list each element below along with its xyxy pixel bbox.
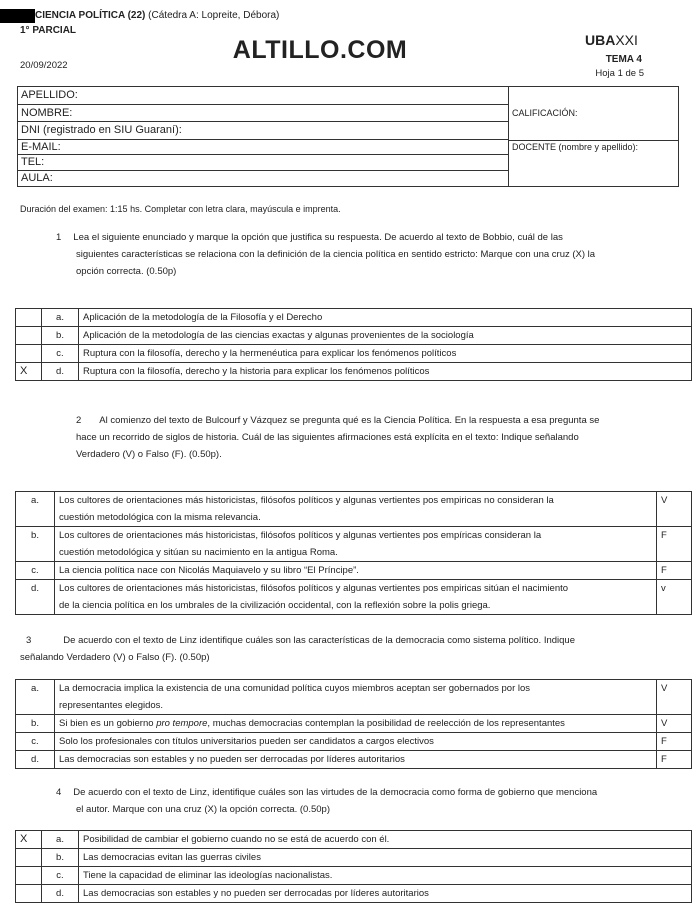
option-mark[interactable] bbox=[16, 885, 42, 903]
question-2-options bbox=[15, 491, 692, 615]
option-row[interactable]: a. Aplicación de la metodología de la Filosofía y el Derecho bbox=[16, 309, 692, 327]
question-3: 3 De acuerdo con el texto de Linz identifique cuáles son las características de la democracia como sistema político. Indique señalando Verdadero (V) o Falso (F). (0.50p) bbox=[20, 635, 575, 663]
answer-cell[interactable]: V bbox=[657, 680, 692, 715]
option-row[interactable]: c. Tiene la capacidad de eliminar las ideologías nacionalistas. bbox=[16, 867, 692, 885]
answer-cell[interactable]: V bbox=[657, 492, 692, 527]
email-field[interactable]: E-MAIL: bbox=[18, 140, 508, 155]
option-mark[interactable] bbox=[16, 309, 42, 327]
option-row: d. Las democracias son estables y no pueden ser derrocadas por líderes autoritarios F bbox=[16, 751, 692, 769]
option-row[interactable]: c. Ruptura con la filosofía, derecho y la hermenéutica para explicar los fenómenos políticos bbox=[16, 345, 692, 363]
answer-cell[interactable]: F bbox=[657, 527, 692, 562]
question-4-options bbox=[15, 830, 692, 903]
option-row[interactable]: b. Las democracias evitan las guerras civiles bbox=[16, 849, 692, 867]
redaction-bar bbox=[0, 9, 35, 23]
option-row[interactable]: d. Las democracias son estables y no pueden ser derrocadas por líderes autoritarios bbox=[16, 885, 692, 903]
student-id-box bbox=[17, 86, 679, 187]
course-title: CIENCIA POLÍTICA (22) (Cátedra A: Lopreite, Débora) bbox=[35, 10, 280, 21]
option-mark[interactable] bbox=[16, 327, 42, 345]
question-3-options bbox=[15, 679, 692, 769]
question-4: 4 De acuerdo con el texto de Linz, identifique cuáles son las virtudes de la democracia como forma de gobierno que menciona el autor. Marque con una cruz (X) la opción correcta. (0.50p) bbox=[56, 787, 598, 815]
apellido-field[interactable]: APELLIDO: bbox=[18, 87, 508, 105]
option-row[interactable]: b. Aplicación de la metodología de las ciencias exactas y algunas provenientes de la sociología bbox=[16, 327, 692, 345]
option-row: b. Los cultores de orientaciones más historicistas, filósofos políticos y algunas vertientes pos empíricas consideran la cuestión metodológica y sitúan su nacimiento en la antigua Roma. F bbox=[16, 527, 692, 562]
answer-cell[interactable]: V bbox=[657, 715, 692, 733]
dni-field[interactable]: DNI (registrado en SIU Guaraní): bbox=[18, 122, 508, 140]
option-row: c. Solo los profesionales con títulos universitarios pueden ser candidatos a cargos electivos F bbox=[16, 733, 692, 751]
option-row: d. Los cultores de orientaciones más historicistas, filósofos políticos y algunas vertientes pos empiricas sitúan el nacimiento de la ciencia política en los umbrales de la civilización occidental, con la reflexión sobre la polis griega. v bbox=[16, 580, 692, 615]
option-row: c. La ciencia política nace con Nicolás Maquiavelo y su libro “El Príncipe”. F bbox=[16, 562, 692, 580]
answer-cell[interactable]: F bbox=[657, 562, 692, 580]
option-mark[interactable] bbox=[16, 345, 42, 363]
site-logo: ALTILLO.COM bbox=[232, 36, 408, 64]
exam-duration: Duración del examen: 1:15 hs. Completar con letra clara, mayúscula e imprenta. bbox=[20, 204, 341, 214]
option-mark[interactable] bbox=[16, 867, 42, 885]
exam-date: 20/09/2022 bbox=[20, 60, 68, 71]
option-row[interactable]: X d. Ruptura con la filosofía, derecho y la historia para explicar los fenómenos políticos bbox=[16, 363, 692, 381]
option-row[interactable]: X a. Posibilidad de cambiar el gobierno cuando no se está de acuerdo con él. bbox=[16, 831, 692, 849]
option-mark[interactable]: X bbox=[16, 831, 42, 849]
answer-cell[interactable]: F bbox=[657, 751, 692, 769]
uba-logo: UBAXXI bbox=[585, 32, 638, 48]
question-1-options bbox=[15, 308, 692, 381]
option-row: a. Los cultores de orientaciones más historicistas, filósofos políticos y algunas vertientes pos empiricas no consideran la cuestión metodológica con la misma relevancia. V bbox=[16, 492, 692, 527]
page-counter: Hoja 1 de 5 bbox=[595, 68, 644, 79]
option-row: b. Si bien es un gobierno pro tempore, muchas democracias contemplan la posibilidad de reelección de los representantes V bbox=[16, 715, 692, 733]
tema-label: TEMA 4 bbox=[605, 54, 642, 65]
calificacion-field[interactable]: CALIFICACIÓN: bbox=[512, 108, 578, 118]
option-mark[interactable] bbox=[16, 849, 42, 867]
tel-field[interactable]: TEL: bbox=[18, 155, 508, 171]
question-2: 2 Al comienzo del texto de Bulcourf y Vázquez se pregunta qué es la Ciencia Política. En la respuesta a esa pregunta se hace un recorrido de siglos de historia. Cuál de las siguientes afirmaciones está explícita en el texto: Indique señalando Verdadero (V) o Falso (F). (0.50p). bbox=[76, 415, 600, 460]
answer-cell[interactable]: v bbox=[657, 580, 692, 615]
option-mark[interactable]: X bbox=[16, 363, 42, 381]
answer-cell[interactable]: F bbox=[657, 733, 692, 751]
question-1: 1 Lea el siguiente enunciado y marque la opción que justifica su respuesta. De acuerdo al texto de Bobbio, cuál de las siguientes características se relaciona con la definición de la ciencia política en sentido estricto: Marque con una cruz (X) la opción correcta. (0.50p) bbox=[56, 232, 596, 277]
nombre-field[interactable]: NOMBRE: bbox=[18, 105, 508, 122]
exam-type: 1° PARCIAL bbox=[20, 25, 77, 36]
aula-field[interactable]: AULA: bbox=[21, 172, 53, 184]
docente-field[interactable]: DOCENTE (nombre y apellido): bbox=[512, 142, 639, 152]
option-row: a. La democracia implica la existencia de una comunidad política cuyos miembros aceptan ser gobernados por los representantes elegidos. V bbox=[16, 680, 692, 715]
